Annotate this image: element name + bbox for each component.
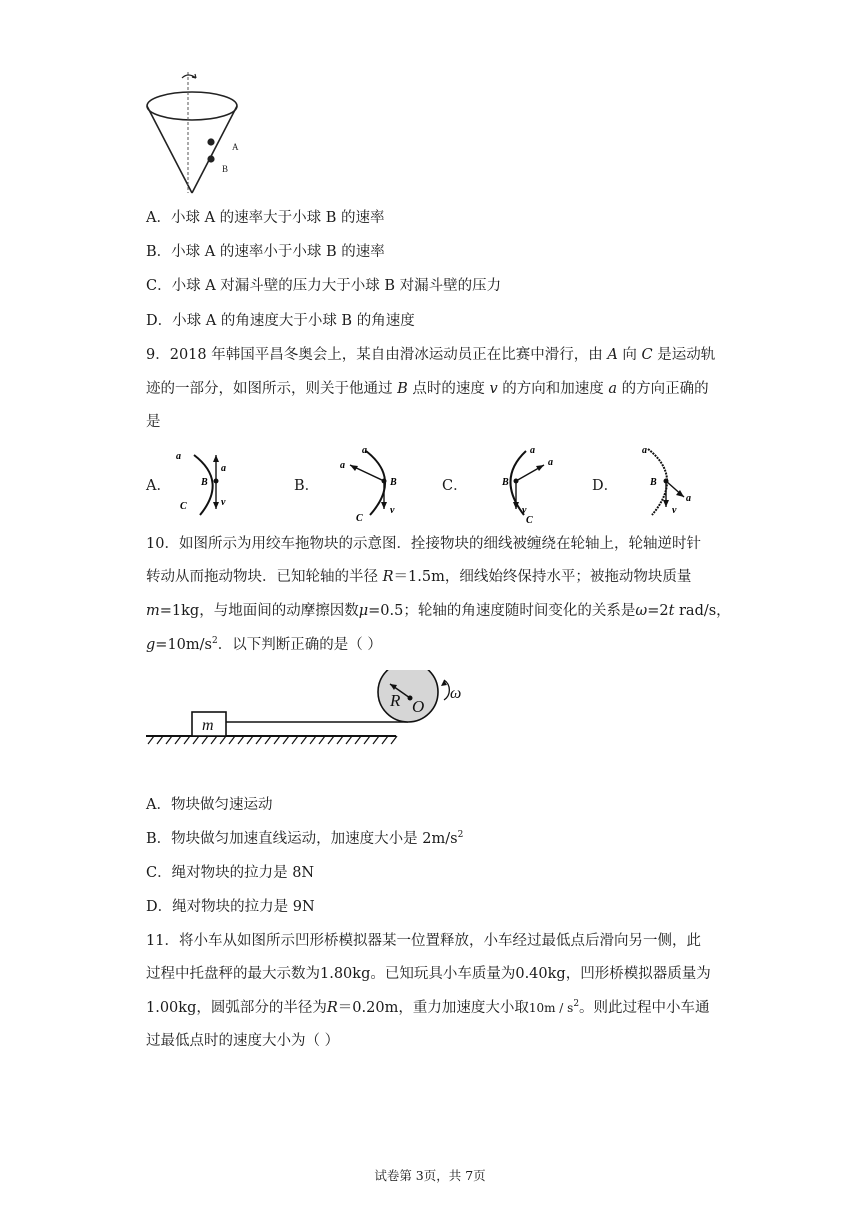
funnel-right-wall [192, 106, 237, 193]
ground-hatching [148, 736, 397, 744]
q10-stem-line3: m=1kg，与地面间的动摩擦因数μ=0.5；轮轴的角速度随时间变化的关系是ω=2t rad/s， [146, 603, 731, 619]
q9-option-c-letter: C． [442, 478, 468, 494]
block-m-label: m [202, 717, 214, 734]
funnel-rim [147, 92, 237, 120]
page-footer: 试卷第 3页，共 7页 [374, 1168, 486, 1183]
radius-label: R [390, 691, 401, 710]
q10-stem-line1: 10．如图所示为用绞车拖物块的示意图．拴接物块的细线被缠绕在轮轴上，轮轴逆时针 [146, 536, 701, 552]
center-label: O [412, 697, 425, 716]
q11-stem-line1: 11．将小车从如图所示凹形桥模拟器某一位置释放，小车经过最低点后滑向另一侧，此 [146, 933, 701, 949]
q10-stem-line2: 转动从而拖动物块．已知轮轴的半径 R＝1.5m，细线始终保持水平；被拖动物块质量 [146, 569, 692, 585]
svg-text:B: B [201, 477, 208, 488]
q10-option-a: A．物块做匀速运动 [146, 797, 273, 813]
trajectory-diagram-d [618, 443, 718, 523]
svg-text:a: a [362, 445, 367, 456]
svg-text:B: B [650, 477, 657, 488]
q9-option-d [592, 443, 742, 523]
q11-stem-line4: 过最低点时的速度大小为（ ） [146, 1033, 340, 1049]
q9-stem-line2: 迹的一部分，如图所示，则关于他通过 B 点时的速度 v 的方向和加速度 a 的方向正确的 [146, 381, 709, 397]
svg-text:a: a [176, 451, 181, 462]
funnel-figure [140, 68, 250, 198]
svg-text:a: a [642, 445, 647, 456]
svg-text:B: B [502, 477, 509, 488]
q8-option-a: A．小球 A 的速率大于小球 B 的速率 [146, 210, 385, 226]
q9-option-a [146, 443, 286, 523]
q8-option-c: C．小球 A 对漏斗壁的压力大于小球 B 对漏斗壁的压力 [146, 278, 502, 294]
trajectory-diagram-b [310, 443, 420, 523]
q9-options [146, 443, 746, 523]
svg-text:v: v [390, 505, 395, 516]
q9-option-b-letter: B． [294, 478, 320, 494]
q9-option-c [442, 443, 582, 523]
svg-text:a: a [530, 445, 535, 456]
svg-text:C: C [180, 501, 187, 512]
svg-text:a: a [221, 463, 226, 474]
q10-stem-line4: $g=10m/s^2$．以下判断正确的是（ ） [146, 636, 382, 653]
svg-text:v: v [672, 505, 677, 516]
ball-b [207, 155, 214, 162]
q9-option-d-letter: D． [592, 478, 619, 494]
funnel-left-wall [147, 106, 192, 193]
q10-option-c: C．绳对物块的拉力是 8N [146, 865, 315, 881]
svg-text:v: v [522, 505, 527, 516]
svg-text:a: a [548, 457, 553, 468]
svg-text:a: a [340, 460, 345, 471]
omega-label: ω [450, 685, 462, 702]
q9-option-a-letter: A． [146, 478, 171, 494]
svg-text:v: v [221, 497, 226, 508]
q11-stem-line2: 过程中托盘秤的最大示数为1.80kg。已知玩具小车质量为0.40kg，凹形桥模拟器质量为 [146, 966, 711, 982]
q9-option-b [294, 443, 434, 523]
svg-text:B: B [390, 477, 397, 488]
svg-text:C: C [356, 513, 363, 523]
ball-a-label: A [232, 142, 239, 152]
svg-text:C: C [526, 515, 533, 523]
q10-option-b: B．物块做匀加速直线运动，加速度大小是 $2m/s^2$ [146, 830, 464, 847]
q8-option-d: D．小球 A 的角速度大于小球 B 的角速度 [146, 313, 415, 329]
q11-stem-line3: 1.00kg，圆弧部分的半径为R＝0.20m，重力加速度大小取$10m / s^2$。则此过程中小车通 [146, 999, 710, 1016]
ball-b-label: B [222, 164, 229, 174]
q9-stem-line1: 9．2018 年韩国平昌冬奥会上，某自由滑冰运动员正在比赛中滑行，由 A 向 C 是运动轨 [146, 347, 716, 363]
q9-stem-line3: 是 [146, 414, 161, 430]
trajectory-diagram-c [464, 443, 574, 523]
trajectory-diagram-a [166, 443, 266, 523]
ball-a [207, 138, 214, 145]
q8-option-b: B．小球 A 的速率小于小球 B 的速率 [146, 244, 385, 260]
q10-option-d: D．绳对物块的拉力是 9N [146, 899, 315, 915]
svg-text:a: a [686, 493, 691, 504]
winch-figure [144, 670, 474, 750]
